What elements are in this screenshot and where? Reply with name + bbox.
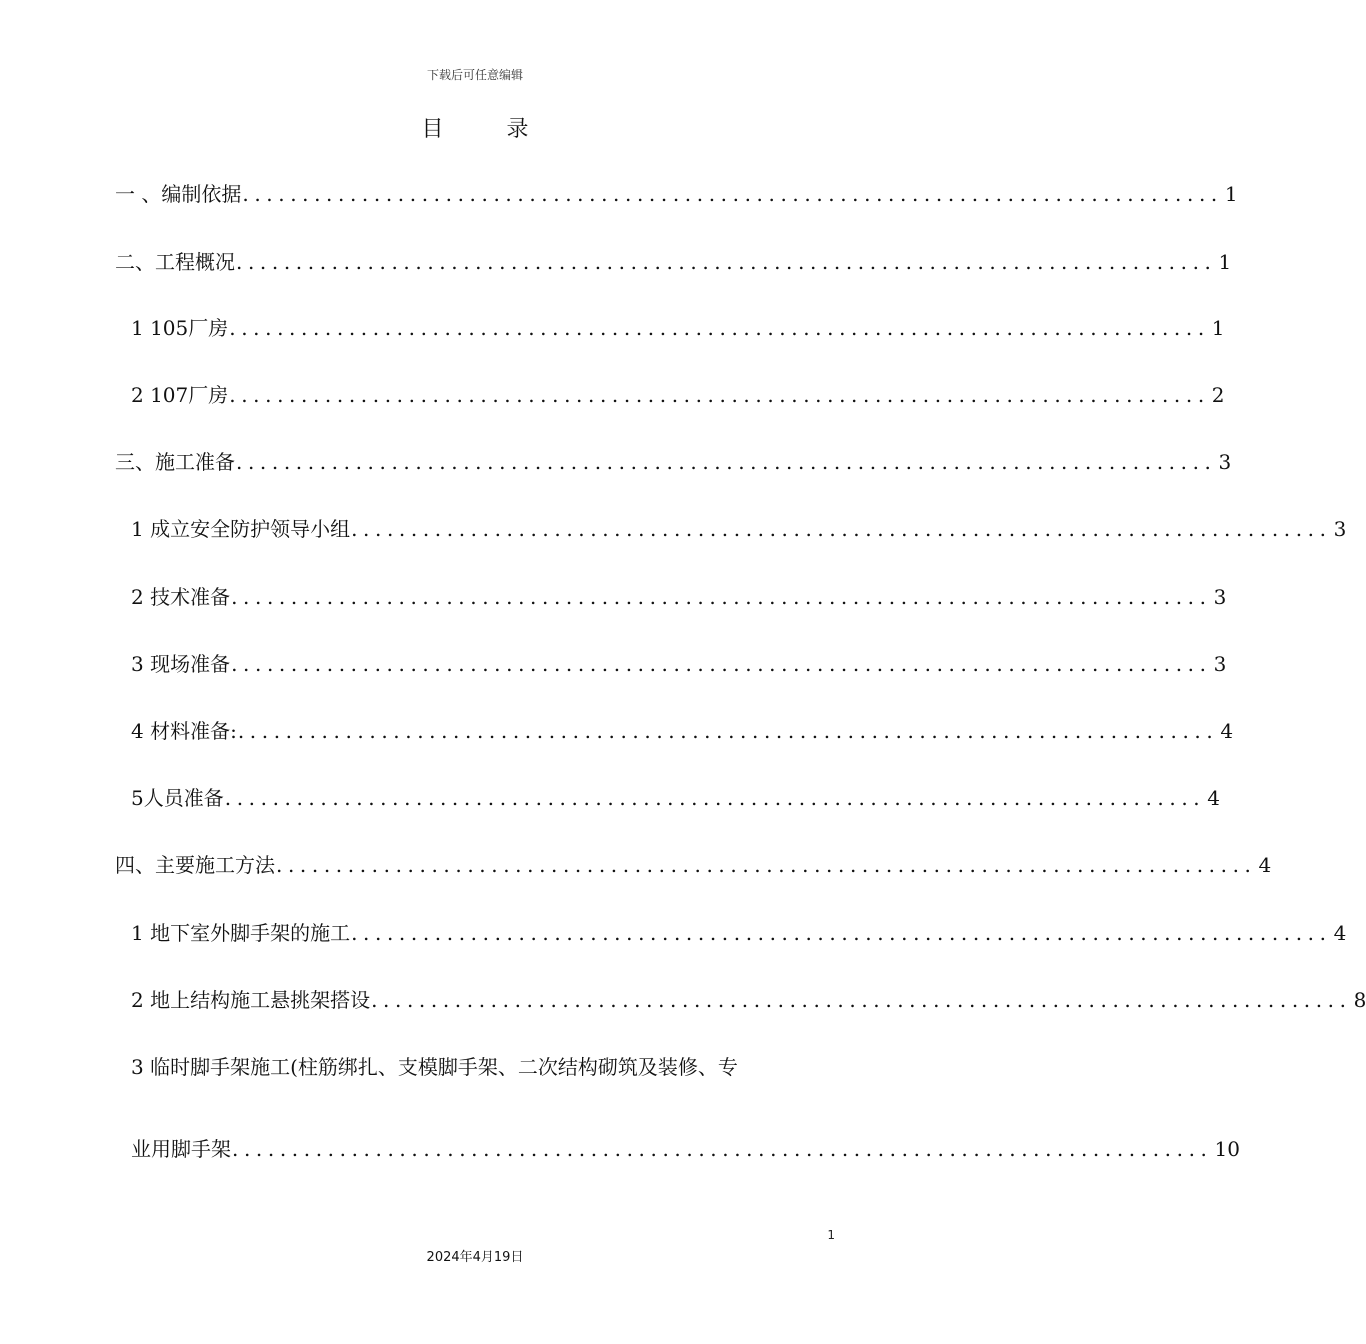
toc-page-number: 8	[1353, 988, 1366, 1012]
toc-entry-4-3[interactable]	[131, 1135, 1240, 1163]
toc-leader-dots: ..................................................................................	[229, 383, 1210, 407]
toc-leader-dots: ..................................................................................	[242, 182, 1223, 206]
toc-leader-dots: ..................................................................................	[236, 250, 1217, 274]
toc-entry-text: 1 地下室外脚手架的施工	[131, 921, 351, 945]
page-number: 1	[827, 1228, 835, 1242]
toc-entry-1[interactable]	[115, 180, 1238, 208]
footer-date: 2024年4月19日	[426, 1250, 524, 1265]
toc-entry-3-4[interactable]	[131, 717, 1234, 745]
toc-page-number: 1	[1211, 316, 1225, 340]
toc-entry-text: 2 107厂房	[131, 383, 229, 407]
toc-entry-3-5[interactable]	[131, 784, 1220, 812]
toc-entry-4[interactable]	[115, 851, 1272, 879]
toc-entry-text: 3 现场准备	[131, 652, 231, 676]
toc-entry-4-3-line1[interactable]: 3 临时脚手架施工(柱筋绑扎、支模脚手架、二次结构砌筑及装修、专	[131, 1055, 738, 1079]
toc-page-number: 3	[1213, 585, 1227, 609]
toc-leader-dots: ..................................................................................	[231, 585, 1212, 609]
toc-page-number: 4	[1207, 786, 1220, 810]
toc-entry-text: 三、施工准备	[115, 450, 235, 474]
toc-leader-dots: ..................................................................................	[371, 988, 1352, 1012]
toc-entry-3-1[interactable]	[131, 515, 1347, 543]
toc-leader-dots: ..................................................................................	[351, 517, 1332, 541]
toc-leader-dots: ..................................................................................	[232, 1137, 1213, 1161]
toc-entry-text: 4 材料准备:	[131, 719, 237, 743]
toc-entry-3-3[interactable]	[131, 650, 1227, 678]
toc-page-number: 3	[1218, 450, 1232, 474]
toc-entry-3-2[interactable]	[131, 583, 1227, 611]
toc-page-number: 4	[1258, 853, 1272, 877]
toc-page-number: 1	[1218, 250, 1232, 274]
toc-page-number: 3	[1213, 652, 1227, 676]
toc-entry-text: 四、主要施工方法	[115, 853, 275, 877]
toc-leader-dots: ..................................................................................	[351, 921, 1332, 945]
toc-entry-4-1[interactable]	[131, 919, 1347, 947]
toc-entry-text: 2 技术准备	[131, 585, 231, 609]
toc-entry-2[interactable]	[115, 248, 1232, 276]
toc-page-number: 3	[1333, 517, 1347, 541]
toc-page-number: 10	[1214, 1137, 1240, 1161]
toc-entry-2-2[interactable]	[131, 381, 1225, 409]
toc-entry-text: 5人员准备	[131, 786, 224, 810]
toc-title: 目 录	[421, 117, 557, 142]
toc-entry-3[interactable]	[115, 448, 1232, 476]
toc-leader-dots: ..................................................................................	[224, 786, 1206, 810]
toc-entry-text: 2 地上结构施工悬挑架搭设	[131, 988, 371, 1012]
toc-page-number: 1	[1224, 182, 1238, 206]
toc-entry-2-1[interactable]	[131, 314, 1225, 342]
toc-leader-dots: ..................................................................................	[229, 316, 1210, 340]
toc-page-number: 2	[1211, 383, 1225, 407]
toc-leader-dots: ..................................................................................	[276, 853, 1257, 877]
toc-leader-dots: ..................................................................................	[231, 652, 1212, 676]
toc-page-number: 4	[1220, 719, 1234, 743]
toc-leader-dots: ..................................................................................	[237, 719, 1219, 743]
toc-entry-4-2[interactable]	[131, 986, 1366, 1014]
toc-entry-text: 业用脚手架	[131, 1137, 231, 1161]
toc-page-number: 4	[1333, 921, 1347, 945]
toc-entry-text: 二、工程概况	[115, 250, 235, 274]
toc-entry-text: 1 105厂房	[131, 316, 229, 340]
toc-leader-dots: ..................................................................................	[236, 450, 1217, 474]
toc-entry-text: 一 、编制依据	[115, 182, 242, 206]
header-note: 下载后可任意编辑	[426, 68, 523, 82]
toc-entry-text: 1 成立安全防护领导小组	[131, 517, 351, 541]
